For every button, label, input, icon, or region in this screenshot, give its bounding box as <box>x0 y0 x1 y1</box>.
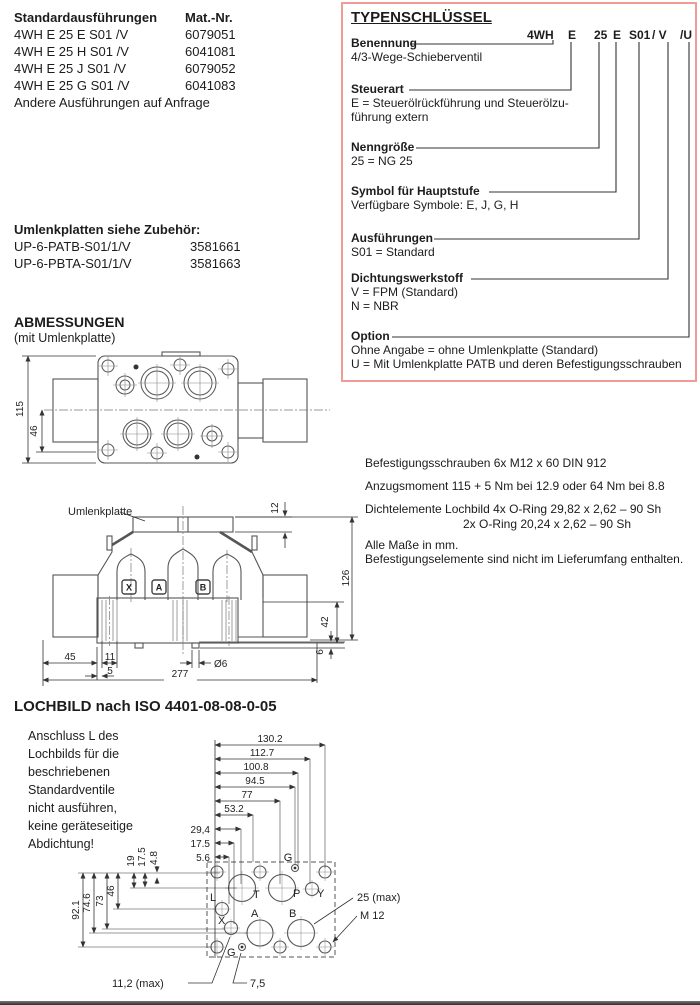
table-row <box>14 77 334 94</box>
front-view-drawing <box>14 490 359 690</box>
dim-73: 73 <box>95 895 106 907</box>
mat-nr: 3581663 <box>190 256 241 271</box>
section-line: S01 = Standard <box>351 245 435 259</box>
section-heading: Symbol für Hauptstufe <box>351 184 480 198</box>
dim-53-2: 53.2 <box>224 804 244 815</box>
dim-100-8: 100.8 <box>243 762 269 773</box>
warning-line: nicht ausführen, <box>28 801 117 815</box>
dim-dia6: Ø6 <box>214 659 228 670</box>
dimension-lines <box>22 356 96 463</box>
dim-17-5: 17.5 <box>190 839 210 850</box>
port-circles <box>102 359 234 459</box>
section-heading: Nenngröße <box>351 140 415 154</box>
dim-11: 11 <box>104 652 116 663</box>
warning-line: beschriebenen <box>28 765 111 779</box>
umlenkplatten-list <box>14 221 334 272</box>
port-label-b: B <box>199 582 207 593</box>
port-label-a: A <box>251 908 259 920</box>
type-code: 4WH E 25 J S01 /V <box>14 61 126 76</box>
section-nenngroesse <box>351 140 689 168</box>
port-label-x: X <box>218 915 226 927</box>
lochbild-title: LOCHBILD nach ISO 4401-08-08-0-05 <box>14 698 277 715</box>
hole-pattern-drawing <box>60 728 485 998</box>
mat-nr: 6079052 <box>185 61 236 76</box>
dim-5: 5 <box>107 666 113 677</box>
callout-7-5: 7,5 <box>250 978 266 990</box>
page-bottom-edge <box>0 1001 700 1005</box>
port-markers <box>122 580 210 594</box>
callout-labels <box>112 892 400 990</box>
warning-line: Anschluss L des <box>28 729 119 743</box>
warning-line: Abdichtung! <box>28 837 95 851</box>
section-line: 25 = NG 25 <box>351 154 413 168</box>
note-line: Anzugsmoment 115 + 5 Nm bei 12.9 oder 64 Nm bei 8.8 <box>365 479 665 493</box>
section-heading: Benennung <box>351 36 417 50</box>
dim-17-5b: 17.5 <box>137 847 148 867</box>
typenschluessel-box <box>341 2 697 382</box>
section-steuerart <box>351 82 689 124</box>
dim-130-2: 130.2 <box>257 734 283 745</box>
dim-77: 77 <box>241 790 253 801</box>
note-line: Befestigungsschrauben 6x M12 x 60 DIN 912 <box>365 456 607 470</box>
type-code: 4WH E 25 E S01 /V <box>14 27 129 42</box>
mat-nr: 6079051 <box>185 27 236 42</box>
table-row <box>14 43 334 60</box>
section-line: E = Steuerölrückführung und Steuerölzu- <box>351 96 569 110</box>
note-line: Dichtelemente Lochbild 4x O-Ring 29,82 x 2,62 – 90 Sh <box>365 502 662 516</box>
section-option <box>351 329 689 371</box>
dim-46b: 46 <box>106 885 117 897</box>
code-segment-v: / V <box>652 28 667 42</box>
abmessungen-title: ABMESSUNGEN <box>14 314 125 330</box>
dim-45: 45 <box>64 652 76 663</box>
section-ausfuehrungen <box>351 231 689 259</box>
dim-12: 12 <box>270 502 281 514</box>
section-symbol <box>351 184 689 212</box>
section-heading: Option <box>351 329 390 343</box>
section-benennung <box>351 36 689 64</box>
code-segment-u: /U <box>680 28 692 42</box>
umlenkplatten-title: Umlenkplatten siehe Zubehör: <box>14 222 201 237</box>
port-label-p: P <box>293 888 301 900</box>
dimension-labels-top <box>191 734 283 864</box>
dim-5-6: 5.6 <box>196 853 210 864</box>
top-view-drawing <box>14 348 344 478</box>
port-label-a: A <box>155 582 163 593</box>
mat-nr: 6041081 <box>185 44 236 59</box>
mat-nr: 6041083 <box>185 78 236 93</box>
dim-4-8: 4.8 <box>149 851 160 865</box>
code-segment-25: 25 <box>594 28 608 42</box>
dim-74-6: 74.6 <box>82 893 93 913</box>
abmessungen-subtitle: (mit Umlenkplatte) <box>14 331 116 345</box>
warning-line: Lochbilds für die <box>28 747 120 761</box>
section-heading: Dichtungswerkstoff <box>351 271 464 285</box>
dim-115: 115 <box>15 401 26 417</box>
callout-11-2-max: 11,2 (max) <box>112 978 164 990</box>
callout-m12: M 12 <box>360 910 385 922</box>
note-line: Befestigungselemente sind nicht im Lieferumfang enthalten. <box>365 552 684 566</box>
port-label-x: X <box>125 582 133 593</box>
section-line: führung extern <box>351 110 429 124</box>
warning-line: Standardventile <box>28 783 115 797</box>
dim-112-7: 112.7 <box>249 748 275 759</box>
dim-126: 126 <box>341 569 352 587</box>
type-code: 4WH E 25 H S01 /V <box>14 44 129 59</box>
table-row <box>14 255 334 272</box>
section-line: Verfügbare Symbole: E, J, G, H <box>351 198 519 212</box>
dim-277: 277 <box>171 669 189 680</box>
table-row <box>14 26 334 43</box>
section-dichtungswerkstoff <box>351 271 689 313</box>
code-segment-e1: E <box>568 28 577 42</box>
dim-42: 42 <box>320 616 331 628</box>
standard-note: Andere Ausführungen auf Anfrage <box>14 95 210 110</box>
section-line: Ohne Angabe = ohne Umlenkplatte (Standard) <box>351 343 599 357</box>
callout-25-max: 25 (max) <box>357 892 401 904</box>
port-label-b: B <box>289 908 297 920</box>
section-line: N = NBR <box>351 299 399 313</box>
umlenkplatte-label: Umlenkplatte <box>68 506 133 518</box>
code-segment-e2: E <box>613 28 622 42</box>
matnr-header: Mat.-Nr. <box>185 10 233 25</box>
table-row <box>14 60 334 77</box>
standard-table <box>14 9 334 111</box>
warning-line: keine geräteseitige <box>28 819 133 833</box>
type-code: 4WH E 25 G S01 /V <box>14 78 130 93</box>
mat-nr: 3581661 <box>190 239 241 254</box>
dim-92-1: 92.1 <box>71 900 82 920</box>
valve-front-outline <box>53 517 307 648</box>
callout-leaders <box>188 898 357 983</box>
section-heading: Steuerart <box>351 82 404 96</box>
note-line: 2x O-Ring 20,24 x 2,62 – 90 Sh <box>463 517 632 531</box>
orientation-pins <box>134 365 200 460</box>
code-segment-s01: S01 <box>629 28 651 42</box>
plate-outline <box>207 862 335 957</box>
port-label-g-top: G <box>283 852 293 864</box>
typenschluessel-title: TYPENSCHLÜSSEL <box>351 9 492 26</box>
type-code: UP-6-PBTA-S01/1/V <box>14 256 132 271</box>
section-line: V = FPM (Standard) <box>351 285 459 299</box>
note-line: Alle Maße in mm. <box>365 538 459 552</box>
type-code: UP-6-PATB-S01/1/V <box>14 239 131 254</box>
port-label-y: Y <box>317 888 325 900</box>
port-label-g-bottom: G <box>227 947 236 959</box>
dim-46: 46 <box>29 425 40 437</box>
section-line: U = Mit Umlenkplatte PATB und deren Befestigungsschrauben <box>351 357 682 371</box>
table-row <box>14 238 334 255</box>
dim-6: 6 <box>315 649 326 655</box>
stud-lines <box>102 600 236 641</box>
dim-94-5: 94.5 <box>245 776 265 787</box>
port-label-l: L <box>210 892 217 904</box>
port-label-t: T <box>253 889 260 901</box>
section-heading: Ausführungen <box>351 231 433 245</box>
standard-title: Standardausführungen <box>14 10 158 25</box>
dim-19: 19 <box>126 855 137 867</box>
code-segment-4wh: 4WH <box>527 28 554 42</box>
section-line: 4/3-Wege-Schieberventil <box>351 50 483 64</box>
dim-29-4: 29,4 <box>190 825 210 836</box>
hole-crosshairs <box>208 863 334 956</box>
